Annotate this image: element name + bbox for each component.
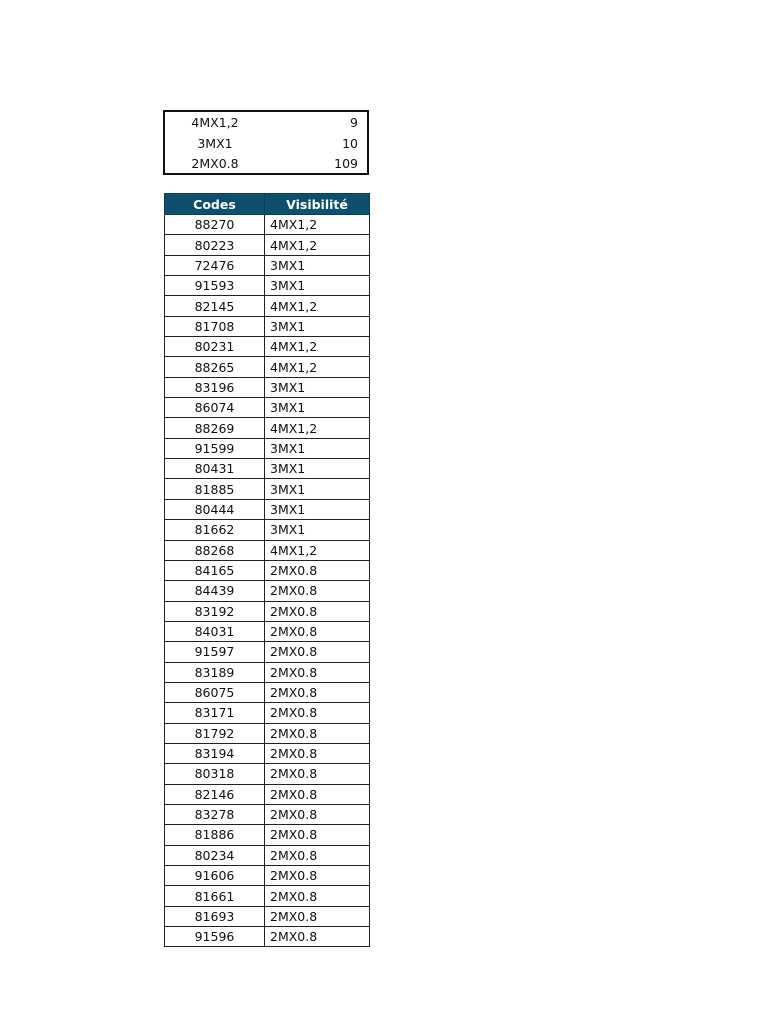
table-row xyxy=(165,560,370,580)
summary-label: 2MX0.8 xyxy=(191,156,239,171)
visibility-cell: 3MX1 xyxy=(265,499,370,519)
code-cell: 84439 xyxy=(165,581,265,601)
visibility-cell: 2MX0.8 xyxy=(265,825,370,845)
table-row xyxy=(165,581,370,601)
table-row xyxy=(165,662,370,682)
table-row xyxy=(165,459,370,479)
visibility-cell: 2MX0.8 xyxy=(265,601,370,621)
summary-count: 9 xyxy=(350,115,358,130)
visibility-cell: 2MX0.8 xyxy=(265,845,370,865)
code-cell: 80444 xyxy=(165,499,265,519)
code-cell: 83278 xyxy=(165,804,265,824)
summary-count: 109 xyxy=(334,156,358,171)
code-cell: 84031 xyxy=(165,621,265,641)
table-row xyxy=(165,764,370,784)
code-cell: 72476 xyxy=(165,255,265,275)
table-row xyxy=(165,438,370,458)
table-header-row xyxy=(165,194,370,215)
table-row xyxy=(165,276,370,296)
table-row xyxy=(165,235,370,255)
visibility-cell: 3MX1 xyxy=(265,377,370,397)
table-row xyxy=(165,906,370,926)
summary-row xyxy=(165,134,367,155)
visibility-cell: 4MX1,2 xyxy=(265,540,370,560)
code-cell: 91599 xyxy=(165,438,265,458)
visibility-cell: 4MX1,2 xyxy=(265,418,370,438)
code-cell: 83196 xyxy=(165,377,265,397)
table-row xyxy=(165,357,370,377)
code-cell: 81662 xyxy=(165,520,265,540)
table-row xyxy=(165,927,370,947)
table-row xyxy=(165,499,370,519)
visibility-cell: 2MX0.8 xyxy=(265,560,370,580)
table-row xyxy=(165,418,370,438)
code-cell: 81708 xyxy=(165,316,265,336)
code-cell: 81885 xyxy=(165,479,265,499)
code-cell: 86074 xyxy=(165,398,265,418)
table-row xyxy=(165,479,370,499)
visibility-cell: 3MX1 xyxy=(265,520,370,540)
table-row xyxy=(165,621,370,641)
table-row xyxy=(165,845,370,865)
code-cell: 80223 xyxy=(165,235,265,255)
visibility-cell: 2MX0.8 xyxy=(265,866,370,886)
column-header-codes: Codes xyxy=(165,194,265,215)
visibility-cell: 3MX1 xyxy=(265,316,370,336)
code-cell: 88268 xyxy=(165,540,265,560)
visibility-cell: 2MX0.8 xyxy=(265,804,370,824)
codes-table-body xyxy=(165,215,370,947)
visibility-cell: 3MX1 xyxy=(265,438,370,458)
code-cell: 84165 xyxy=(165,560,265,580)
code-cell: 80234 xyxy=(165,845,265,865)
visibility-cell: 3MX1 xyxy=(265,459,370,479)
visibility-cell: 2MX0.8 xyxy=(265,703,370,723)
visibility-cell: 4MX1,2 xyxy=(265,215,370,235)
code-cell: 88269 xyxy=(165,418,265,438)
table-row xyxy=(165,723,370,743)
code-cell: 80318 xyxy=(165,764,265,784)
visibility-cell: 2MX0.8 xyxy=(265,764,370,784)
code-cell: 83171 xyxy=(165,703,265,723)
code-cell: 86075 xyxy=(165,682,265,702)
code-cell: 80231 xyxy=(165,337,265,357)
summary-count: 10 xyxy=(342,135,358,151)
table-row xyxy=(165,398,370,418)
code-cell: 83194 xyxy=(165,743,265,763)
code-cell: 80431 xyxy=(165,459,265,479)
visibility-cell: 2MX0.8 xyxy=(265,621,370,641)
code-cell: 88270 xyxy=(165,215,265,235)
summary-label: 3MX1 xyxy=(197,135,233,151)
visibility-cell: 4MX1,2 xyxy=(265,337,370,357)
code-cell: 88265 xyxy=(165,357,265,377)
visibility-cell: 2MX0.8 xyxy=(265,886,370,906)
table-row xyxy=(165,296,370,316)
visibility-cell: 2MX0.8 xyxy=(265,581,370,601)
code-cell: 81792 xyxy=(165,723,265,743)
table-row xyxy=(165,337,370,357)
table-row xyxy=(165,520,370,540)
summary-row xyxy=(165,154,367,175)
visibility-cell: 3MX1 xyxy=(265,479,370,499)
visibility-cell: 4MX1,2 xyxy=(265,357,370,377)
table-row xyxy=(165,886,370,906)
table-row xyxy=(165,601,370,621)
code-cell: 91606 xyxy=(165,866,265,886)
table-row xyxy=(165,255,370,275)
visibility-cell: 2MX0.8 xyxy=(265,723,370,743)
table-row xyxy=(165,642,370,662)
table-row xyxy=(165,743,370,763)
visibility-summary-box xyxy=(163,110,369,175)
summary-label: 4MX1,2 xyxy=(191,115,239,130)
codes-table xyxy=(164,193,370,947)
code-cell: 82146 xyxy=(165,784,265,804)
visibility-cell: 2MX0.8 xyxy=(265,743,370,763)
visibility-cell: 2MX0.8 xyxy=(265,784,370,804)
table-row xyxy=(165,682,370,702)
code-cell: 81886 xyxy=(165,825,265,845)
table-row xyxy=(165,540,370,560)
summary-row xyxy=(165,113,367,134)
code-cell: 91597 xyxy=(165,642,265,662)
visibility-cell: 2MX0.8 xyxy=(265,682,370,702)
code-cell: 83189 xyxy=(165,662,265,682)
table-row xyxy=(165,316,370,336)
table-row xyxy=(165,703,370,723)
visibility-cell: 4MX1,2 xyxy=(265,235,370,255)
visibility-cell: 3MX1 xyxy=(265,398,370,418)
visibility-cell: 2MX0.8 xyxy=(265,662,370,682)
visibility-cell: 4MX1,2 xyxy=(265,296,370,316)
visibility-cell: 3MX1 xyxy=(265,276,370,296)
table-row xyxy=(165,215,370,235)
code-cell: 91593 xyxy=(165,276,265,296)
table-row xyxy=(165,866,370,886)
code-cell: 81693 xyxy=(165,906,265,926)
code-cell: 81661 xyxy=(165,886,265,906)
table-row xyxy=(165,784,370,804)
table-row xyxy=(165,825,370,845)
table-row xyxy=(165,377,370,397)
column-header-visibilite: Visibilité xyxy=(265,194,370,215)
visibility-cell: 2MX0.8 xyxy=(265,906,370,926)
visibility-cell: 3MX1 xyxy=(265,255,370,275)
code-cell: 83192 xyxy=(165,601,265,621)
table-row xyxy=(165,804,370,824)
code-cell: 82145 xyxy=(165,296,265,316)
code-cell: 91596 xyxy=(165,927,265,947)
visibility-cell: 2MX0.8 xyxy=(265,642,370,662)
visibility-cell: 2MX0.8 xyxy=(265,927,370,947)
